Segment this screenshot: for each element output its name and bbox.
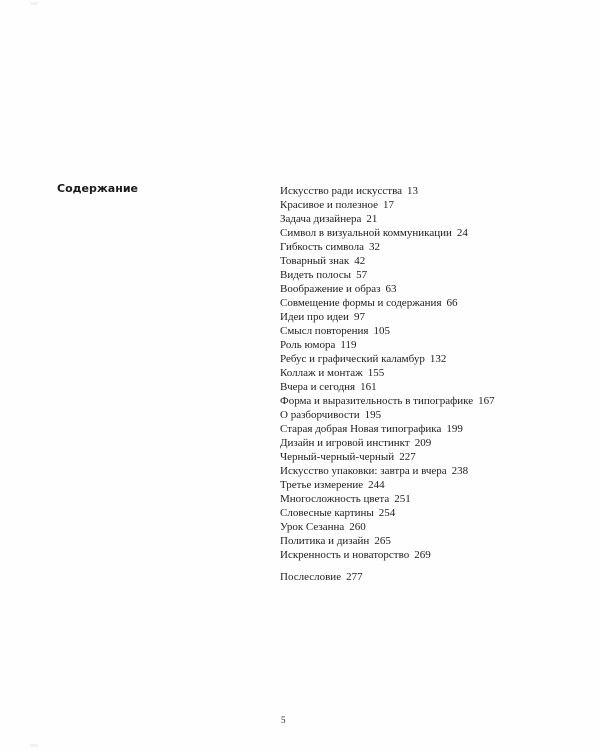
toc-entry-title: Роль юмора [280, 339, 336, 351]
toc-entry-title: Черный-черный-черный [280, 451, 395, 463]
toc-entry-page: 199 [446, 423, 463, 435]
scan-mark-top [30, 2, 38, 5]
toc-entry-title: Смысл повторения [280, 325, 369, 337]
toc-entry [280, 268, 495, 282]
toc-entry [280, 296, 495, 310]
toc-entry-page: 167 [478, 395, 495, 407]
toc-entry-title: Искренность и новаторство [280, 549, 410, 561]
toc-entry-page: 63 [385, 283, 397, 295]
toc-entry [280, 240, 495, 254]
toc-entry-title: Совмещение формы и содержания [280, 297, 442, 309]
toc-entry-title: Идеи про идеи [280, 311, 349, 323]
toc-entry [280, 394, 495, 408]
toc-entry [280, 254, 495, 268]
toc-entry-title: Послесловие [280, 571, 342, 583]
toc-entry [280, 338, 495, 352]
toc-entry-page: 209 [414, 437, 432, 449]
toc-entry [280, 492, 495, 506]
toc-entry-page: 254 [378, 507, 396, 519]
toc-entry-page: 227 [399, 451, 416, 463]
toc-entry-afterword [280, 570, 363, 584]
toc-entry-title: Многосложность цвета [280, 493, 390, 505]
toc-entry [280, 198, 495, 212]
toc-entry-title: Политика и дизайн [280, 535, 370, 547]
toc-entry [280, 282, 495, 296]
toc-entry [280, 506, 495, 520]
toc-entry [280, 184, 495, 198]
toc-entry-title: Видеть полосы [280, 269, 352, 281]
toc-entry [280, 422, 495, 436]
toc-entry-page: 24 [456, 227, 468, 239]
toc-entry-page: 244 [368, 479, 385, 491]
toc-entry-page: 269 [414, 549, 431, 561]
toc-entry-title: О разборчивости [280, 409, 360, 421]
toc-entry-page: 97 [353, 311, 365, 323]
toc-entry [280, 464, 495, 478]
toc-entry-page: 66 [446, 297, 458, 309]
toc-entry-title: Словесные картины [280, 507, 374, 519]
contents-heading: Содержание [57, 182, 138, 195]
toc-entry-title: Задача дизайнера [280, 213, 362, 225]
toc-entry-page: 119 [340, 339, 357, 351]
toc-entry-title: Воображение и образ [280, 283, 381, 295]
toc-entry [280, 548, 495, 562]
table-of-contents [280, 184, 495, 562]
toc-entry-page: 161 [360, 381, 377, 393]
page-number: 5 [281, 715, 286, 725]
toc-entry-page: 21 [366, 213, 378, 225]
toc-entry-page: 238 [451, 465, 469, 477]
toc-entry-page: 132 [429, 353, 447, 365]
toc-entry [280, 366, 495, 380]
toc-entry-title: Товарный знак [280, 255, 350, 267]
toc-entry [280, 520, 495, 534]
toc-entry-page: 57 [356, 269, 368, 281]
toc-entry-title: Гибкость символа [280, 241, 365, 253]
toc-entry [280, 408, 495, 422]
toc-entry-title: Красивое и полезное [280, 199, 379, 211]
toc-entry-title: Форма и выразительность в типографике [280, 395, 474, 407]
toc-entry [280, 450, 495, 464]
toc-entry [280, 436, 495, 450]
toc-entry-title: Ребус и графический каламбур [280, 353, 425, 365]
toc-entry-page: 195 [364, 409, 382, 421]
toc-entry [280, 226, 495, 240]
toc-entry-page: 105 [373, 325, 390, 337]
toc-entry-title: Урок Сезанна [280, 521, 345, 533]
toc-entry [280, 478, 495, 492]
toc-entry-title: Дизайн и игровой инстинкт [280, 437, 410, 449]
toc-entry-page: 17 [383, 199, 395, 211]
toc-entry-page: 265 [374, 535, 391, 547]
toc-entry [280, 380, 495, 394]
toc-entry [280, 324, 495, 338]
toc-entry [280, 310, 495, 324]
toc-entry [280, 352, 495, 366]
toc-entry-title: Старая добрая Новая типографика [280, 423, 442, 435]
toc-entry-title: Искусство упаковки: завтра и вчера [280, 465, 447, 477]
toc-entry-title: Искусство ради искусства [280, 185, 403, 197]
toc-entry-title: Вчера и сегодня [280, 381, 356, 393]
toc-entry-page: 32 [369, 241, 381, 253]
toc-entry-page: 13 [407, 185, 419, 197]
toc-entry-page: 42 [354, 255, 366, 267]
toc-entry-title: Символ в визуальной коммуникации [280, 227, 452, 239]
toc-entry [280, 212, 495, 226]
toc-entry-title: Коллаж и монтаж [280, 367, 363, 379]
toc-entry-page: 251 [394, 493, 411, 505]
toc-entry-page: 260 [349, 521, 366, 533]
scan-mark-bottom [30, 744, 38, 747]
toc-entry-page: 277 [346, 571, 363, 583]
toc-entry-title: Третье измерение [280, 479, 364, 491]
toc-entry-page: 155 [367, 367, 385, 379]
toc-entry [280, 534, 495, 548]
